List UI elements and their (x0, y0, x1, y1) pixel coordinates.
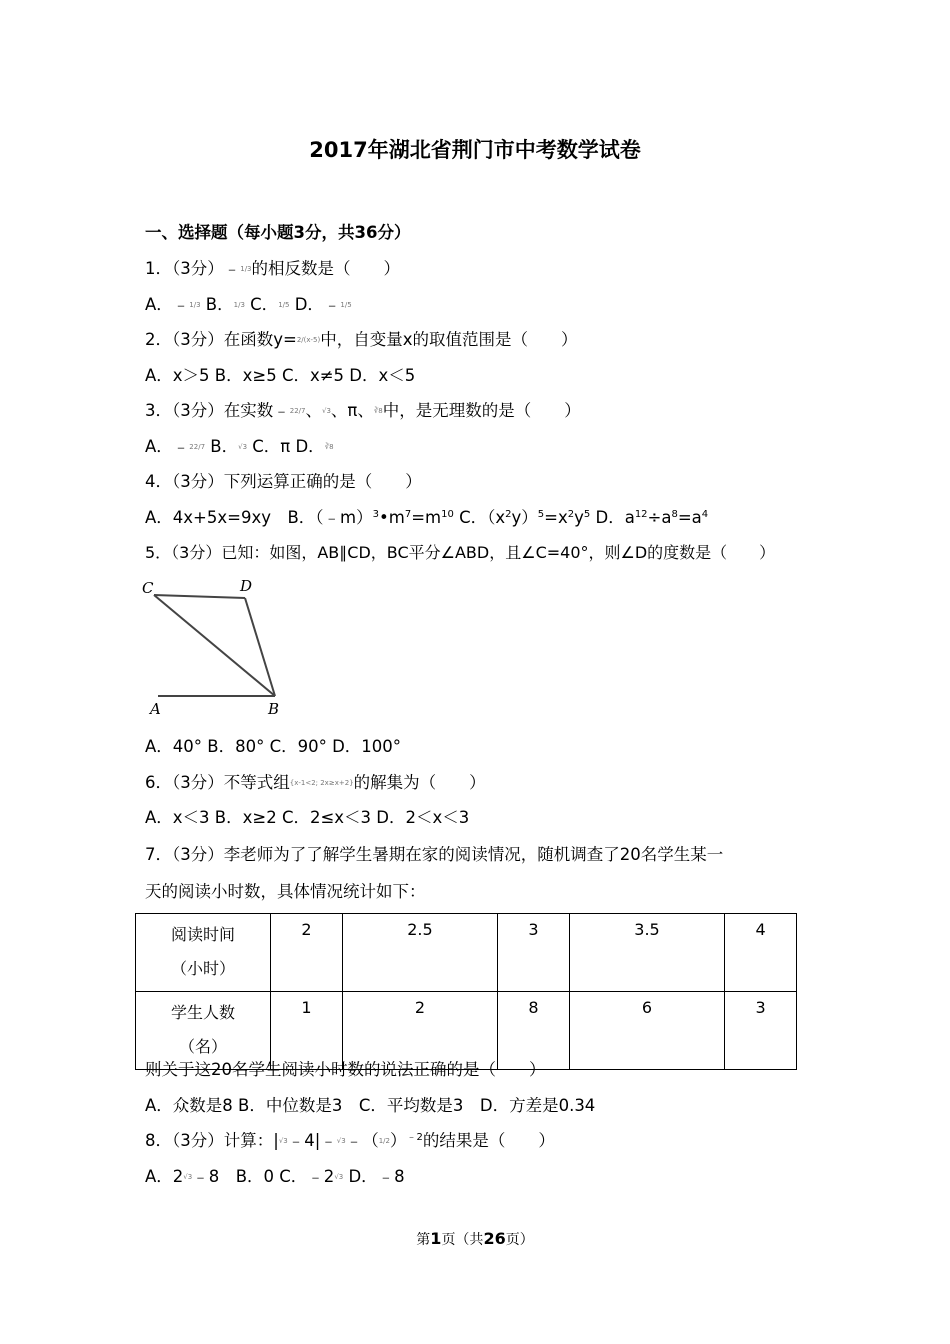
table-cell: 3.5 (569, 914, 724, 992)
question-7-cont: 天的阅读小时数，具体情况统计如下： (145, 882, 426, 901)
reading-table (135, 913, 797, 1070)
table-row (136, 914, 797, 992)
question-1-options: A．﹣1/3 B．1/3 C．1/5 D．﹣1/5 (145, 295, 352, 314)
question-3-options: A．﹣22/7 B．√3 C．π D．∛8 (145, 437, 334, 456)
page-footer: 第1页（共26页） (416, 1229, 534, 1248)
question-6: 6．（3分）不等式组{x-1<2; 2x≥x+2}的解集为（ ） (145, 773, 486, 792)
question-4: 4．（3分）下列运算正确的是（ ） (145, 472, 422, 491)
label-c: C (142, 579, 154, 597)
question-4-options: A．4x+5x=9xy B．$(﹣m)^3•m^7=m^{10}$ C．$(x^2y)^5=x^2y^5$ D．$a^{12}\div a^8=a^4$ (145, 508, 709, 527)
question-6-options: A．x＜3 B．x≥2 C．2≤x＜3 D．2＜x＜3 (145, 808, 470, 827)
question-7-options: A．众数是8 B．中位数是3 C．平均数是3 D．方差是0.34 (145, 1096, 596, 1115)
fraction-icon: 1/3 (240, 265, 252, 273)
table-cell: 4 (725, 914, 797, 992)
page-title: 2017年湖北省荆门市中考数学试卷 (309, 138, 641, 162)
table-cell: 1 (271, 992, 343, 1070)
section-heading: 一、选择题（每小题3分，共36分） (145, 223, 411, 242)
table-header-cell: 学生人数 （名） (136, 992, 271, 1070)
question-7: 7．（3分）李老师为了了解学生暑期在家的阅读情况，随机调查了20名学生某一 (145, 845, 724, 864)
table-header-cell: 阅读时间 （小时） (136, 914, 271, 992)
label-d: D (240, 577, 253, 595)
question-5: 5．（3分）已知：如图，AB∥CD，BC平分∠ABD，且∠C=40°，则∠D的度数是（ ） (145, 543, 776, 562)
segment-cb (154, 595, 275, 696)
question-2-options: A．x＞5 B．x≥5 C．x≠5 D．x＜5 (145, 366, 416, 385)
inequality-system-icon: {x-1<2; 2x≥x+2} (289, 779, 354, 787)
table-cell: 3 (498, 914, 570, 992)
geometry-figure (140, 574, 300, 724)
label-a: A (150, 700, 161, 718)
fraction-icon: 2/(x-5) (296, 336, 321, 344)
label-b: B (268, 700, 280, 718)
table-cell: 6 (569, 992, 724, 1070)
question-7-followup: 则关于这20名学生阅读小时数的说法正确的是（ ） (145, 1060, 546, 1079)
question-2: 2．（3分）在函数y=2/(x-5)中，自变量x的取值范围是（ ） (145, 330, 578, 349)
segment-cd (154, 595, 245, 598)
table-cell: 3 (725, 992, 797, 1070)
table-cell: 2.5 (342, 914, 497, 992)
question-8: 8．（3分）计算：$|√3﹣4|﹣√3﹣(1/2)^{﹣2}$的结果是（ ） (145, 1131, 555, 1150)
question-8-options: A．2√3﹣8 B．0 C．﹣2√3 D．﹣8 (145, 1167, 405, 1186)
question-1: 1．（3分）﹣1/3的相反数是（ ） (145, 259, 401, 278)
question-5-options: A．40° B．80° C．90° D．100° (145, 737, 402, 756)
table-cell: 2 (342, 992, 497, 1070)
segment-db (245, 598, 275, 696)
table-cell: 8 (498, 992, 570, 1070)
table-cell: 2 (271, 914, 343, 992)
question-3: 3．（3分）在实数﹣22/7、√3、π、∛8中，是无理数的是（ ） (145, 401, 581, 420)
